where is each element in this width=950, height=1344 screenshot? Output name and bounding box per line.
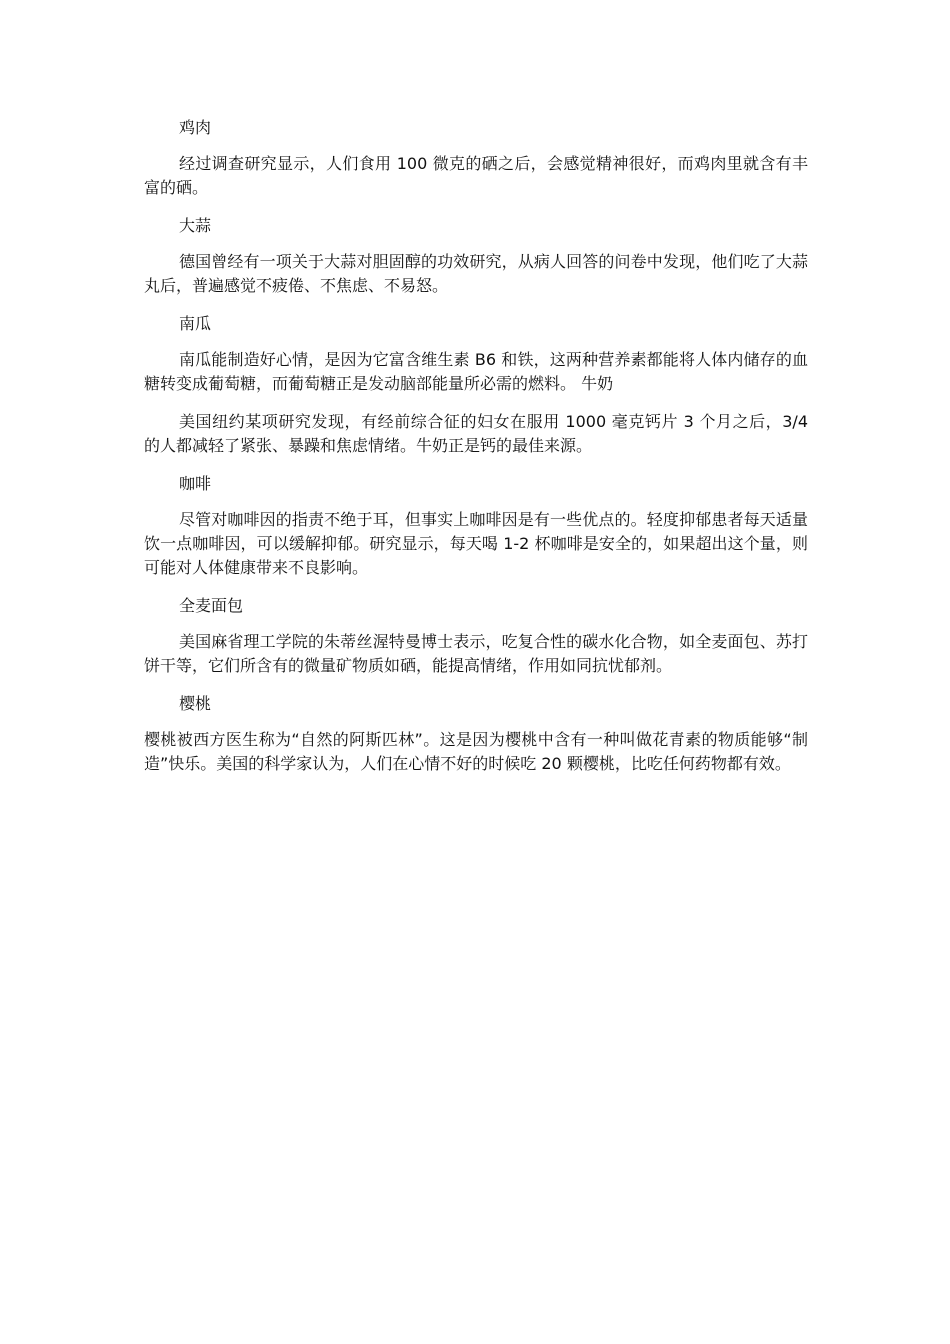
- section-heading-whole-wheat-bread: 全麦面包: [179, 596, 244, 615]
- section-paragraph-whole-wheat-bread: 美国麻省理工学院的朱蒂丝渥特曼博士表示，吃复合性的碳水化合物，如全麦面包、苏打饼干等，它们所含有的微量矿物质如硒，能提高情绪，作用如同抗忧郁剂。: [144, 632, 808, 675]
- document-body: [144, 112, 808, 790]
- section-paragraph-milk: 美国纽约某项研究发现，有经前综合征的妇女在服用 1000 毫克钙片 3 个月之后，3/4 的人都减轻了紧张、暴躁和焦虑情绪。牛奶正是钙的最佳来源。: [144, 412, 808, 455]
- section-paragraph-pumpkin: 南瓜能制造好心情，是因为它富含维生素 B6 和铁，这两种营养素都能将人体内储存的血糖转变成葡萄糖，而葡萄糖正是发动脑部能量所必需的燃料。 牛奶: [144, 350, 808, 393]
- section-paragraph-chicken: 经过调查研究显示，人们食用 100 微克的硒之后，会感觉精神很好，而鸡肉里就含有丰富的硒。: [144, 154, 808, 197]
- section-paragraph-cherry: 樱桃被西方医生称为“自然的阿斯匹林”。这是因为樱桃中含有一种叫做花青素的物质能够“制造”快乐。美国的科学家认为，人们在心情不好的时候吃 20 颗樱桃，比吃任何药物都有效。: [144, 730, 808, 773]
- section-heading-coffee: 咖啡: [179, 474, 212, 493]
- section-paragraph-coffee: 尽管对咖啡因的指责不绝于耳，但事实上咖啡因是有一些优点的。轻度抑郁患者每天适量饮一点咖啡因，可以缓解抑郁。研究显示，每天喝 1-2 杯咖啡是安全的，如果超出这个量，则可能对人体健康带来不良影响。: [144, 510, 808, 577]
- section-heading-garlic: 大蒜: [179, 216, 212, 235]
- section-heading-chicken: 鸡肉: [179, 118, 212, 137]
- section-heading-cherry: 樱桃: [179, 694, 212, 713]
- section-paragraph-garlic: 德国曾经有一项关于大蒜对胆固醇的功效研究，从病人回答的问卷中发现，他们吃了大蒜丸后，普遍感觉不疲倦、不焦虑、不易怒。: [144, 252, 808, 295]
- section-heading-pumpkin: 南瓜: [179, 314, 212, 333]
